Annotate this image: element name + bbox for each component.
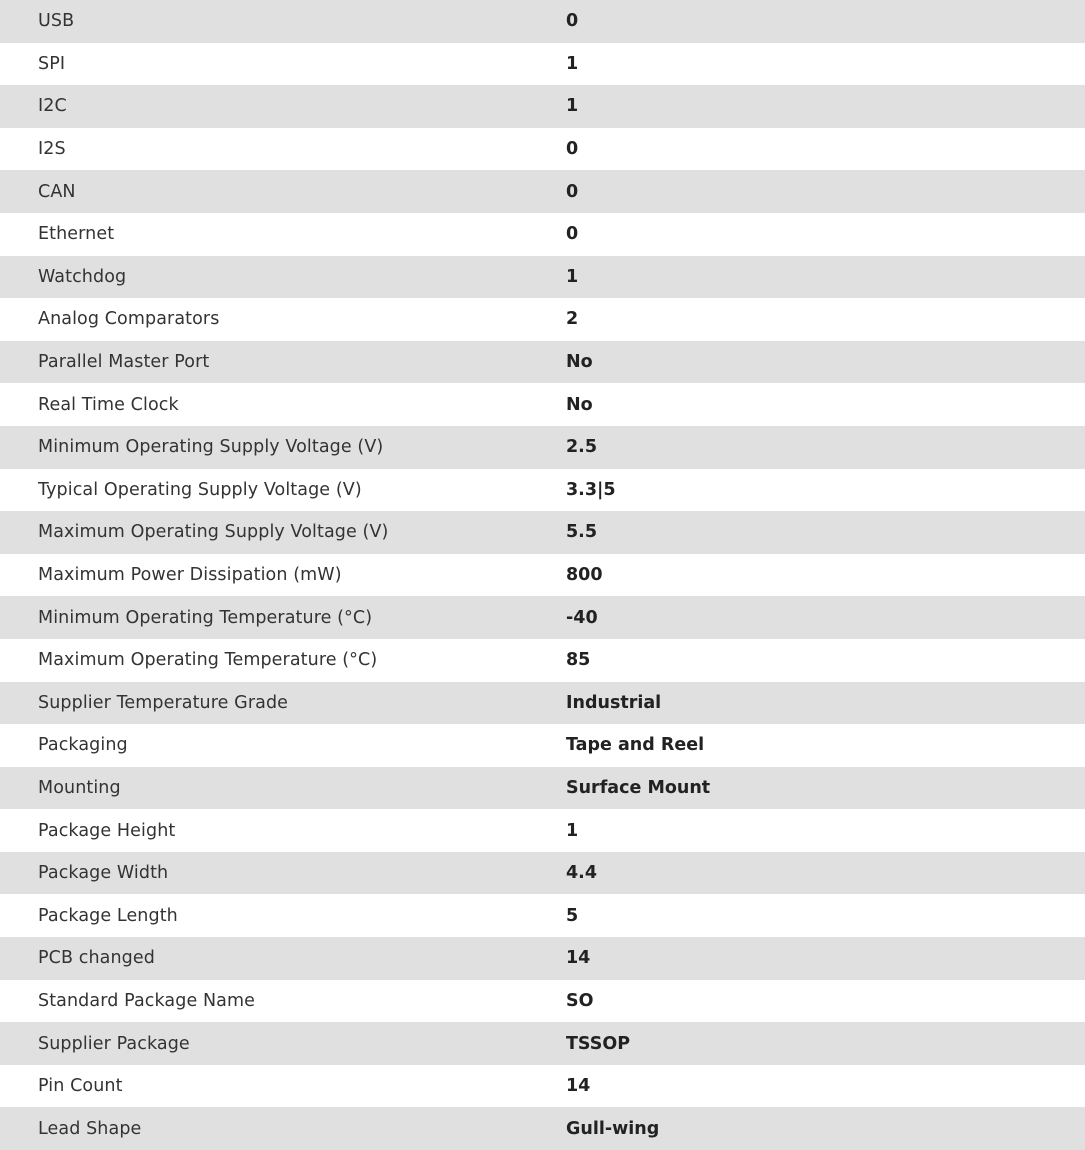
spec-label: Maximum Power Dissipation (mW) <box>38 565 342 586</box>
spec-value: TSSOP <box>566 1033 631 1054</box>
spec-value: 5.5 <box>566 522 598 543</box>
spec-row-i2s <box>0 128 1085 171</box>
spec-label: Supplier Package <box>38 1033 190 1054</box>
spec-value: 1 <box>566 53 579 74</box>
spec-value: Gull-wing <box>566 1118 660 1139</box>
spec-label: Watchdog <box>38 266 127 287</box>
spec-value: SO <box>566 990 594 1011</box>
spec-label: Package Width <box>38 863 169 884</box>
spec-label: Ethernet <box>38 224 115 245</box>
spec-value: 2.5 <box>566 437 598 458</box>
spec-value: -40 <box>566 607 598 628</box>
spec-value: Industrial <box>566 692 662 713</box>
spec-label: Standard Package Name <box>38 990 256 1011</box>
spec-label: Maximum Operating Temperature (°C) <box>38 650 378 671</box>
spec-row-supplier-package <box>0 1022 1085 1065</box>
spec-row-spi <box>0 43 1085 86</box>
spec-value: 0 <box>566 11 579 32</box>
spec-row-can <box>0 170 1085 213</box>
spec-label: USB <box>38 11 75 32</box>
spec-label: Minimum Operating Temperature (°C) <box>38 607 373 628</box>
spec-label: Typical Operating Supply Voltage (V) <box>38 479 362 500</box>
spec-label: I2C <box>38 96 67 117</box>
spec-label: Analog Comparators <box>38 309 220 330</box>
spec-value: 3.3|5 <box>566 479 616 500</box>
spec-row-max-power-dissipation <box>0 554 1085 597</box>
spec-row-lead-shape <box>0 1107 1085 1150</box>
spec-row-real-time-clock <box>0 383 1085 426</box>
spec-label: Packaging <box>38 735 128 756</box>
spec-value: 1 <box>566 96 579 117</box>
spec-row-supplier-temperature-grade <box>0 682 1085 725</box>
spec-label: Pin Count <box>38 1076 123 1097</box>
spec-label: Real Time Clock <box>38 394 179 415</box>
spec-value: 14 <box>566 1076 591 1097</box>
spec-label: SPI <box>38 53 66 74</box>
spec-row-package-length <box>0 894 1085 937</box>
spec-row-min-supply-voltage <box>0 426 1085 469</box>
spec-row-parallel-master-port <box>0 341 1085 384</box>
spec-value: 0 <box>566 139 579 160</box>
spec-value: 14 <box>566 948 591 969</box>
spec-label: PCB changed <box>38 948 155 969</box>
spec-value: 2 <box>566 309 579 330</box>
spec-row-packaging <box>0 724 1085 767</box>
spec-row-max-supply-voltage <box>0 511 1085 554</box>
spec-row-ethernet <box>0 213 1085 256</box>
spec-value: Surface Mount <box>566 777 711 798</box>
spec-label: Parallel Master Port <box>38 352 210 373</box>
spec-value: No <box>566 394 593 415</box>
spec-row-analog-comparators <box>0 298 1085 341</box>
spec-value: 85 <box>566 650 591 671</box>
spec-label: Package Height <box>38 820 176 841</box>
spec-value: 5 <box>566 905 579 926</box>
spec-label: Lead Shape <box>38 1118 142 1139</box>
spec-row-max-operating-temperature <box>0 639 1085 682</box>
spec-row-mounting <box>0 767 1085 810</box>
spec-row-pin-count <box>0 1065 1085 1108</box>
spec-label: Minimum Operating Supply Voltage (V) <box>38 437 384 458</box>
spec-value: 0 <box>566 181 579 202</box>
spec-row-standard-package-name <box>0 980 1085 1023</box>
spec-label: Package Length <box>38 905 178 926</box>
spec-label: Maximum Operating Supply Voltage (V) <box>38 522 389 543</box>
spec-value: 4.4 <box>566 863 598 884</box>
spec-value: 1 <box>566 820 579 841</box>
spec-label: Mounting <box>38 777 121 798</box>
spec-row-package-height <box>0 809 1085 852</box>
spec-label: I2S <box>38 139 66 160</box>
spec-row-usb <box>0 0 1085 43</box>
spec-row-pcb-changed <box>0 937 1085 980</box>
spec-value: No <box>566 352 593 373</box>
spec-value: Tape and Reel <box>566 735 705 756</box>
spec-row-watchdog <box>0 256 1085 299</box>
spec-label: Supplier Temperature Grade <box>38 692 289 713</box>
spec-row-typical-supply-voltage <box>0 469 1085 512</box>
spec-value: 0 <box>566 224 579 245</box>
spec-row-i2c <box>0 85 1085 128</box>
spec-value: 800 <box>566 565 603 586</box>
spec-label: CAN <box>38 181 76 202</box>
spec-row-package-width <box>0 852 1085 895</box>
spec-value: 1 <box>566 266 579 287</box>
spec-row-min-operating-temperature <box>0 596 1085 639</box>
